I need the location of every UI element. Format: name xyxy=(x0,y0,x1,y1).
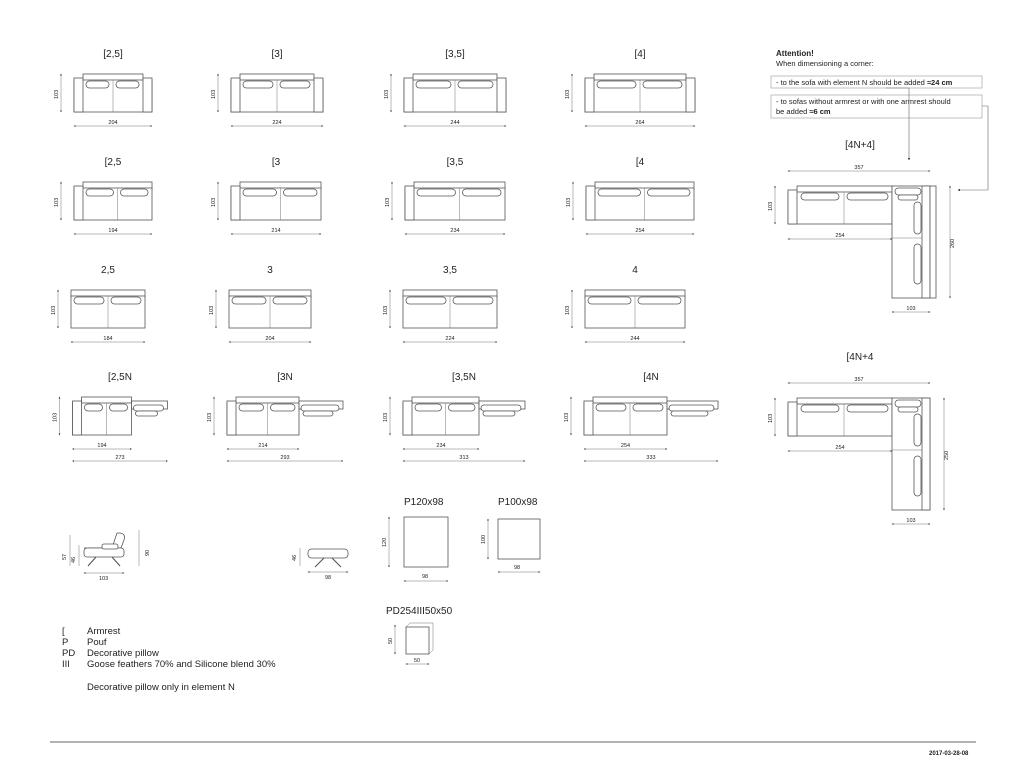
seat-pillow xyxy=(648,189,691,196)
sofa-item xyxy=(209,265,311,342)
decor-height: 50 xyxy=(388,637,394,644)
sofa-width: 254 xyxy=(620,443,631,449)
sofa-label: [2,5 xyxy=(104,157,122,168)
pouf-width: 98 xyxy=(325,575,332,581)
seat-pillow xyxy=(243,189,277,196)
decorative-pillow xyxy=(386,606,453,664)
corner-top-width: 357 xyxy=(854,165,864,171)
sofa-width: 184 xyxy=(103,336,113,342)
sofa-item xyxy=(384,49,506,126)
sofa-total-width: 313 xyxy=(459,455,469,461)
pillow-p120-width: 98 xyxy=(422,574,429,580)
corner-label: [4N+4 xyxy=(846,352,874,363)
sofa-item xyxy=(54,49,152,126)
sofa-armrest-left xyxy=(74,78,83,112)
seat-pillow xyxy=(449,404,476,411)
seat-pillow xyxy=(111,297,141,304)
pillow-p100 xyxy=(481,497,540,572)
sofa-armrest-left xyxy=(73,401,82,435)
sofa-label: [4] xyxy=(634,49,646,60)
sofa-armrest-right xyxy=(314,78,323,112)
sofa-item xyxy=(566,157,694,234)
sofa-width: 204 xyxy=(265,336,275,342)
seat-pillow xyxy=(273,297,307,304)
sofa-label: [3] xyxy=(271,49,283,60)
sofa-label: [4N xyxy=(643,372,659,383)
sofa-label: 2,5 xyxy=(101,265,115,276)
sofa-depth: 103 xyxy=(209,305,215,315)
pouf xyxy=(292,548,348,581)
sofa-armrest-left xyxy=(231,186,240,220)
pillow-p100-label: P100x98 xyxy=(498,497,538,508)
decor-pillow xyxy=(483,411,515,416)
sofa-item xyxy=(51,265,145,342)
sofa-depth: 103 xyxy=(54,197,60,207)
sofa-width: 254 xyxy=(635,228,645,234)
decor-front xyxy=(406,627,429,654)
decor-label: PD254III50x50 xyxy=(386,606,453,617)
seat-pillow xyxy=(232,297,266,304)
armchair-depth: 90 xyxy=(145,549,151,556)
sofa-label: 3 xyxy=(267,265,273,276)
sofa-armrest-left xyxy=(586,186,595,220)
corner-bottom-depth: 103 xyxy=(906,518,916,524)
sofa-label: [2,5N xyxy=(108,372,132,383)
decor-pillow xyxy=(481,405,521,411)
sofa-armrest-right xyxy=(686,78,695,112)
seat-pillow xyxy=(638,297,681,304)
corner-side-length: 260 xyxy=(950,238,956,248)
seat-pillow xyxy=(596,404,626,411)
pillow-p120-label: P120x98 xyxy=(404,497,444,508)
corner-bottom-depth: 103 xyxy=(906,306,916,312)
decor-pillow xyxy=(136,411,158,416)
armchair-seat-height: 46 xyxy=(71,556,77,563)
sofa-width: 224 xyxy=(272,120,282,126)
sofa-grid xyxy=(51,49,718,461)
sofa-width: 194 xyxy=(97,443,107,449)
seat-pillow xyxy=(86,189,114,196)
corner-inner-width: 254 xyxy=(835,233,845,239)
sofa-label: [3,5] xyxy=(445,49,465,60)
seat-pillow xyxy=(85,404,103,411)
sofa-armrest-left xyxy=(227,401,236,435)
seat-pillow xyxy=(239,404,264,411)
sofa-width: 214 xyxy=(258,443,268,449)
attention-title: Attention! xyxy=(776,49,814,58)
sofa-label: 3,5 xyxy=(443,265,457,276)
armchair xyxy=(62,530,151,582)
corner-inner-width: 254 xyxy=(835,445,845,451)
seat-pillow xyxy=(416,81,451,88)
sofa-width: 234 xyxy=(436,443,446,449)
sofa-depth: 103 xyxy=(565,89,571,99)
sofa-depth: 103 xyxy=(383,412,389,422)
sofa-label: [4 xyxy=(635,157,645,168)
sofa-item xyxy=(564,372,718,461)
pouf-body xyxy=(308,549,348,558)
sofa-item xyxy=(383,265,497,342)
sofa-label: 4 xyxy=(632,265,638,276)
sofa-depth: 103 xyxy=(207,412,213,422)
sofa-item xyxy=(211,157,321,234)
seat-pillow xyxy=(598,189,641,196)
sofa-label: [3,5N xyxy=(452,372,476,383)
decor-pillow xyxy=(301,405,339,411)
sofa-item xyxy=(207,372,343,461)
seat-pillow xyxy=(588,297,631,304)
seat-pillow xyxy=(280,81,310,88)
sofa-width: 244 xyxy=(630,336,640,342)
sofa-armrest-left xyxy=(231,78,240,112)
attention-note-armrest-b: be added ≈6 cm xyxy=(776,107,831,116)
sofa-item xyxy=(565,49,695,126)
sofa-item xyxy=(54,157,152,234)
pouf-height: 46 xyxy=(292,554,298,561)
sofa-width: 194 xyxy=(108,228,118,234)
seat-pillow xyxy=(271,404,296,411)
sofa-depth: 103 xyxy=(51,305,57,315)
pillow-p100-width: 98 xyxy=(514,565,521,571)
corner-label: [4N+4] xyxy=(845,140,875,151)
decor-pillow xyxy=(671,411,708,416)
sofa-armrest-left xyxy=(405,186,414,220)
sofa-depth: 103 xyxy=(384,89,390,99)
document-date: 2017-03-28-08 xyxy=(929,751,969,757)
pillow-p120-height: 120 xyxy=(382,537,388,547)
legend-note: Decorative pillow only in element N xyxy=(87,682,235,693)
armchair-width: 103 xyxy=(99,576,109,582)
sofa-label: [3,5 xyxy=(446,157,464,168)
sofa-width: 214 xyxy=(271,228,281,234)
decor-width: 50 xyxy=(414,658,421,664)
sofa-depth: 103 xyxy=(383,305,389,315)
sofa-armrest-right xyxy=(143,78,152,112)
sofa-label: [3 xyxy=(271,157,281,168)
decor-pillow xyxy=(303,411,333,416)
sofa-depth: 103 xyxy=(52,412,59,422)
decor-pillow xyxy=(669,405,714,411)
sofa-depth: 103 xyxy=(385,197,391,207)
sofa-label: [2,5] xyxy=(103,49,123,60)
sofa-depth: 103 xyxy=(564,412,570,422)
legend-text-pillow: Decorative pillow xyxy=(87,648,159,659)
sofa-armrest-left xyxy=(584,401,593,435)
legend-key-filling: III xyxy=(62,659,70,670)
corner-armrest xyxy=(788,402,797,436)
sofa-armrest-left xyxy=(404,78,413,112)
seat-pillow xyxy=(458,81,493,88)
armchair-height: 57 xyxy=(62,553,68,560)
seat-pillow xyxy=(417,189,456,196)
corner-armrest xyxy=(788,190,797,224)
legend-text-filling: Goose feathers 70% and Silicone blend 30% xyxy=(87,659,276,670)
sofa-item xyxy=(53,372,168,461)
seat-pillow xyxy=(643,81,682,88)
pillow-p120-shape xyxy=(404,517,448,567)
seat-pillow xyxy=(284,189,318,196)
corner-sofa xyxy=(768,140,956,312)
sofa-depth: 103 xyxy=(566,197,572,207)
legend-key-pouf: P xyxy=(62,637,69,648)
sofa-total-width: 273 xyxy=(115,455,125,461)
attention-note-element-n: - to the sofa with element N should be added ≈24 cm xyxy=(776,78,953,87)
seat-pillow xyxy=(74,297,104,304)
sofa-armrest-left xyxy=(74,186,83,220)
decor-pillow xyxy=(134,405,164,411)
corner-sofas xyxy=(768,140,956,524)
legend-key-pillow: PD xyxy=(62,648,76,659)
corner-depth: 103 xyxy=(768,413,774,423)
seat-pillow xyxy=(453,297,493,304)
sofa-width: 224 xyxy=(445,336,455,342)
legend-key-armrest: [ xyxy=(62,626,65,637)
sofa-armrest-left xyxy=(403,401,412,435)
armchair-pillow xyxy=(102,544,118,549)
corner-side-length: 250 xyxy=(944,450,950,460)
sofa-depth: 103 xyxy=(54,89,60,99)
sofa-armrest-left xyxy=(585,78,594,112)
sofa-depth: 103 xyxy=(565,305,571,315)
pillow-p100-height: 100 xyxy=(481,534,487,544)
seat-pillow xyxy=(121,189,149,196)
sofa-item xyxy=(383,372,525,461)
legend-text-armrest: Armrest xyxy=(87,626,121,637)
corner-top-width: 357 xyxy=(854,377,864,383)
sofa-total-width: 333 xyxy=(646,455,656,461)
sofa-item xyxy=(385,157,505,234)
sofa-label: [3N xyxy=(277,372,293,383)
pillow-p120 xyxy=(382,497,448,581)
seat-pillow xyxy=(633,404,663,411)
seat-pillow xyxy=(243,81,273,88)
sofa-width: 264 xyxy=(635,120,645,126)
seat-pillow xyxy=(86,81,109,88)
seat-pillow xyxy=(597,81,636,88)
corner-depth: 103 xyxy=(768,201,774,211)
seat-pillow xyxy=(406,297,446,304)
sofa-depth: 103 xyxy=(211,89,217,99)
seat-pillow xyxy=(463,189,502,196)
sofa-armrest-right xyxy=(497,78,506,112)
sofa-item xyxy=(565,265,685,342)
seat-pillow xyxy=(110,404,128,411)
corner-sofa xyxy=(768,352,950,524)
pillow-p100-shape xyxy=(498,519,540,559)
sofa-width: 244 xyxy=(450,120,460,126)
attention-note-armrest-a: - to sofas without armrest or with one armrest should xyxy=(776,97,951,106)
attention-notes xyxy=(771,49,988,190)
sofa-item xyxy=(211,49,323,126)
sofa-width: 234 xyxy=(450,228,460,234)
sofa-depth: 103 xyxy=(211,197,217,207)
seat-pillow xyxy=(415,404,442,411)
seat-pillow xyxy=(116,81,139,88)
sofa-width: 204 xyxy=(108,120,118,126)
legend xyxy=(62,626,276,693)
legend-text-pouf: Pouf xyxy=(87,637,107,648)
sofa-total-width: 293 xyxy=(280,455,290,461)
attention-subtitle: When dimensioning a corner: xyxy=(776,59,874,68)
